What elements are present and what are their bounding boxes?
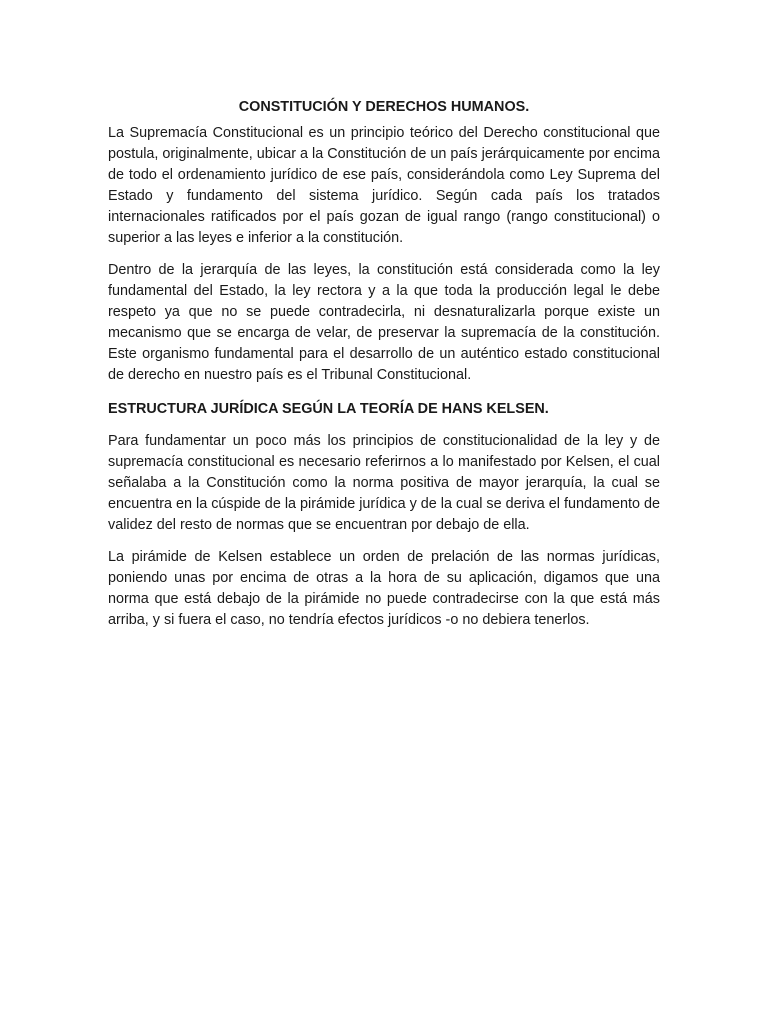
document-body <box>108 98 660 643</box>
section-heading-kelsen: ESTRUCTURA JURÍDICA SEGÚN LA TEORÍA DE HANS KELSEN. <box>108 400 549 417</box>
paragraph-piramide: La pirámide de Kelsen establece un orden de prelación de las normas jurídicas, poniendo unas por encima de otras a la hora de su aplicación, digamos que una norma que está debajo de la pirámide no puede contradecirse con la que está más arriba, y si fuera el caso, no tendría efectos jurídicos -o no debiera tenerlos. <box>108 549 660 629</box>
paragraph-supremacia: La Supremacía Constitucional es un principio teórico del Derecho constitucional que postula, originalmente, ubicar a la Constitución de un país jerárquicamente por encima de todo el ordenamiento jurídico de ese país, considerándola como Ley Suprema del Estado y fundamento del sistema jurídico. Según cada país los tratados internacionales ratificados por el país gozan de igual rango (rango constitucional) o superior a las leyes e inferior a la constitución. <box>108 125 660 246</box>
document-title: CONSTITUCIÓN Y DERECHOS HUMANOS. <box>238 99 530 115</box>
paragraph-jerarquia: Dentro de la jerarquía de las leyes, la constitución está considerada como la ley fundamental del Estado, la ley rectora y a la que toda la producción legal le debe respeto ya que no se puede contradecirla, ni desnaturalizarla porque existe un mecanismo que se encarga de velar, de preservar la supremacía de la constitución. Este organismo fundamental para el desarrollo de un auténtico estado constitucional de derecho en nuestro país es el Tribunal Constitucional. <box>108 262 660 383</box>
paragraph-fundamentar: Para fundamentar un poco más los principios de constitucionalidad de la ley y de supremacía constitucional es necesario referirnos a lo manifestado por Kelsen, el cual señalaba a la Constitución como la norma positiva de mayor jerarquía, la cual se encuentra en la cúspide de la pirámide jurídica y de la cual se deriva el fundamento de validez del resto de normas que se encuentran por debajo de ella. <box>108 432 660 533</box>
